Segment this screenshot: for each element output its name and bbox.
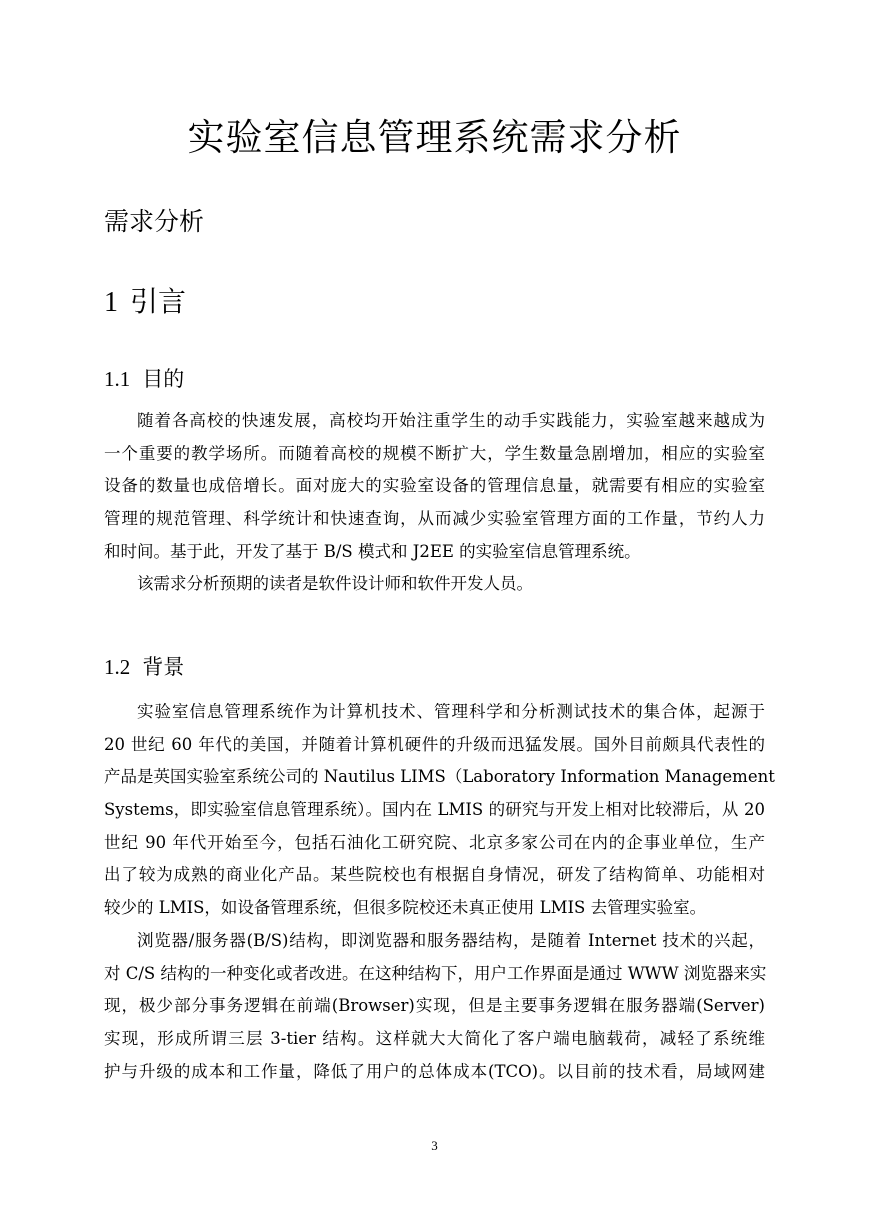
paragraph-line: 实验室信息管理系统作为计算机技术、管理科学和分析测试技术的集合体，起源于	[137, 702, 765, 721]
document-title: 实验室信息管理系统需求分析	[187, 116, 682, 159]
paragraph-line: 该需求分析预期的读者是软件设计师和软件开发人员。	[137, 574, 533, 594]
paragraph-line: 护与升级的成本和工作量，降低了用户的总体成本(TCO)。以目前的技术看，局域网建	[104, 1061, 765, 1081]
paragraph-line: 较少的 LMIS，如设备管理系统，但很多院校还未真正使用 LMIS 去管理实验室。	[104, 898, 707, 918]
paragraph-line: 对 C/S 结构的一种变化或者改进。在这种结构下，用户工作界面是通过 WWW 浏览器来实	[104, 963, 767, 983]
section-heading: 需求分析	[104, 207, 205, 236]
subsection-heading-background	[104, 652, 184, 682]
paragraph-line: 和时间。基于此，开发了基于 B/S 模式和 J2EE 的实验室信息管理系统。	[104, 541, 641, 561]
paragraph-line: 设备的数量也成倍增长。面对庞大的实验室设备的管理信息量，就需要有相应的实验室	[104, 476, 765, 496]
paragraph-line: 20 世纪 60 年代的美国，并随着计算机硬件的升级而迅猛发展。国外目前颇具代表性的	[104, 734, 765, 754]
paragraph-line: 出了较为成熟的商业化产品。某些院校也有根据自身情况，研发了结构简单、功能相对	[104, 865, 765, 885]
subsection-title: 目的	[142, 367, 185, 391]
paragraph-line: 实现，形成所谓三层 3-tier 结构。这样就大大简化了客户端电脑载荷，减轻了系统维	[104, 1028, 765, 1048]
paragraph-line: Systems，即实验室信息管理系统）。国内在 LMIS 的研究与开发上相对比较滞后，从 20	[104, 800, 765, 820]
chapter-heading	[104, 282, 186, 323]
paragraph-line: 世纪 90 年代开始至今，包括石油化工研究院、北京多家公司在内的企事业单位，生产	[104, 832, 765, 852]
page-number: 3	[431, 1138, 438, 1153]
paragraph-line: 现，极少部分事务逻辑在前端(Browser)实现，但是主要事务逻辑在服务器端(Server)	[104, 996, 765, 1016]
paragraph-line: 一个重要的教学场所。而随着高校的规模不断扩大，学生数量急剧增加，相应的实验室	[104, 443, 765, 463]
subsection-title: 背景	[142, 655, 185, 679]
background-body	[104, 696, 775, 1088]
chapter-title: 引言	[130, 285, 187, 318]
paragraph-line: 浏览器/服务器(B/S)结构，即浏览器和服务器结构，是随着 Internet 技术的兴起，	[137, 930, 765, 950]
paragraph-line: 随着各高校的快速发展，高校均开始注重学生的动手实践能力，实验室越来越成为	[137, 411, 765, 430]
paragraph-line: 管理的规范管理、科学统计和快速查询，从而减少实验室管理方面的工作量，节约人力	[104, 509, 765, 529]
purpose-body	[104, 405, 765, 601]
chapter-number: 1	[104, 287, 118, 318]
subsection-number: 1.1	[104, 367, 131, 391]
subsection-heading-purpose	[104, 364, 184, 394]
paragraph-line: 产品是英国实验室系统公司的 Nautilus LIMS（Laboratory Information Management	[104, 767, 775, 787]
subsection-number: 1.2	[104, 655, 131, 679]
